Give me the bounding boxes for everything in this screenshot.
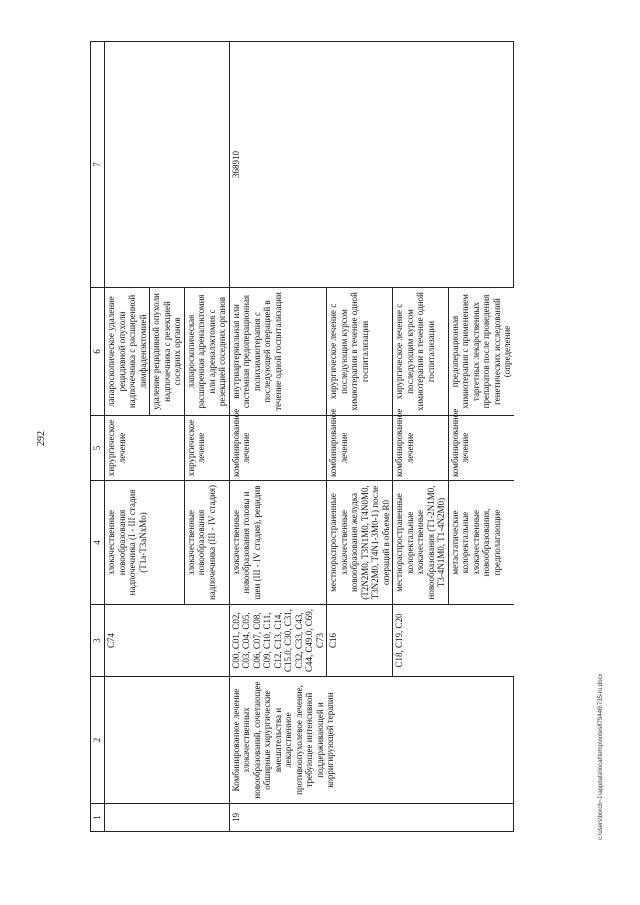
header-col-6: 6 xyxy=(91,288,105,416)
treatment-method: лапароскопическая расширенная адреналэктомия или адреналэктомия с резекцией соседних органов xyxy=(184,288,229,416)
care-type-name: Комбинированное лечение злокачественных новообразований, сочетающее обширные хирургические вмешательства и лекарственное противоопухолевое лечение, требующее интенсивной поддерживающей и корригирующей терапии xyxy=(229,677,514,804)
diagnosis: местнораспространенные злокачественные новообразования желудка (T2N2M0, T3N1M0, T4N0M0, T3N2M0, T4N1-3M0-1) после операций в объеме R0 xyxy=(327,481,393,605)
treatment-method: лапароскопическое удаление рецидивной опухоли надпочечника с расширенной лимфаденэктомией xyxy=(105,288,150,416)
treatment-type: комбинированное лечение xyxy=(327,416,393,481)
treatment-method: предоперационная химиотерапия с применением таргетных лекарственных препаратов после проведения генетических исследований (определение xyxy=(448,288,514,416)
icd-codes: C18, C19, C20 xyxy=(393,605,514,677)
header-col-4: 4 xyxy=(91,481,105,605)
diagnosis: злокачественные новообразования головы и шеи (III - IV стадия), рецидив xyxy=(229,481,327,605)
cost-value: 368910 xyxy=(229,42,514,288)
icd-codes: C74 xyxy=(105,605,230,677)
file-path-footer: c:\users\borch~1\appdata\local\temp\notes879446\735-ru.docx xyxy=(598,673,604,840)
icd-codes: C16 xyxy=(327,605,393,677)
header-col-2: 2 xyxy=(91,677,105,804)
treatment-type: комбинированное лечение xyxy=(393,416,449,481)
treatment-method: хирургическое лечение с последующим курсом химиотерапии в течение одной госпитализации xyxy=(327,288,393,416)
diagnosis: злокачественные новообразования надпочечника (III - IV стадия) xyxy=(184,481,229,605)
diagnosis: местнораспространенные колоректальные злокачественные новообразования (T1-2N1M0, T3-4N1M0, T1-4N2M0) xyxy=(393,481,449,605)
treatment-method: удаление рецидивной опухоли надпочечника с резекцией соседних органов xyxy=(150,288,185,416)
table-row xyxy=(229,42,327,832)
table-row xyxy=(105,42,150,832)
treatment-type: комбинированное лечение xyxy=(229,416,327,481)
treatment-method: внутриартериальная или системная предоперационная полихимиотерапия с последующей операцией в течение одной госпитализации xyxy=(229,288,327,416)
icd-codes: C00, C01, C02, C03, C04, C05, C06, C07, C08, C09, C10, C11, C12, C13, C14, C15.0, C30, C31, C32, C33, C43, C44, C49.0, C69, C73 xyxy=(229,605,327,677)
diagnosis: метастатические колоректальные злокачественные новообразования, предполагающие xyxy=(448,481,514,605)
treatment-type: хирургическое лечение xyxy=(184,416,229,481)
medical-care-table xyxy=(90,41,514,832)
treatment-method: хирургическое лечение с последующим курсом химиотерапии в течение одной госпитализации xyxy=(393,288,449,416)
header-col-3: 3 xyxy=(91,605,105,677)
header-col-7: 7 xyxy=(91,42,105,288)
header-row xyxy=(91,42,105,832)
rotated-table-canvas xyxy=(90,42,590,832)
row-number: 19 xyxy=(229,804,514,832)
treatment-type: хирургическое лечение xyxy=(105,416,185,481)
header-col-5: 5 xyxy=(91,416,105,481)
treatment-type: комбинированное лечение xyxy=(448,416,514,481)
header-col-1: 1 xyxy=(91,804,105,832)
diagnosis: злокачественные новообразования надпочечника (I - III стадия (T1a-T3aNxMo) xyxy=(105,481,185,605)
page-number: 292 xyxy=(36,431,47,446)
